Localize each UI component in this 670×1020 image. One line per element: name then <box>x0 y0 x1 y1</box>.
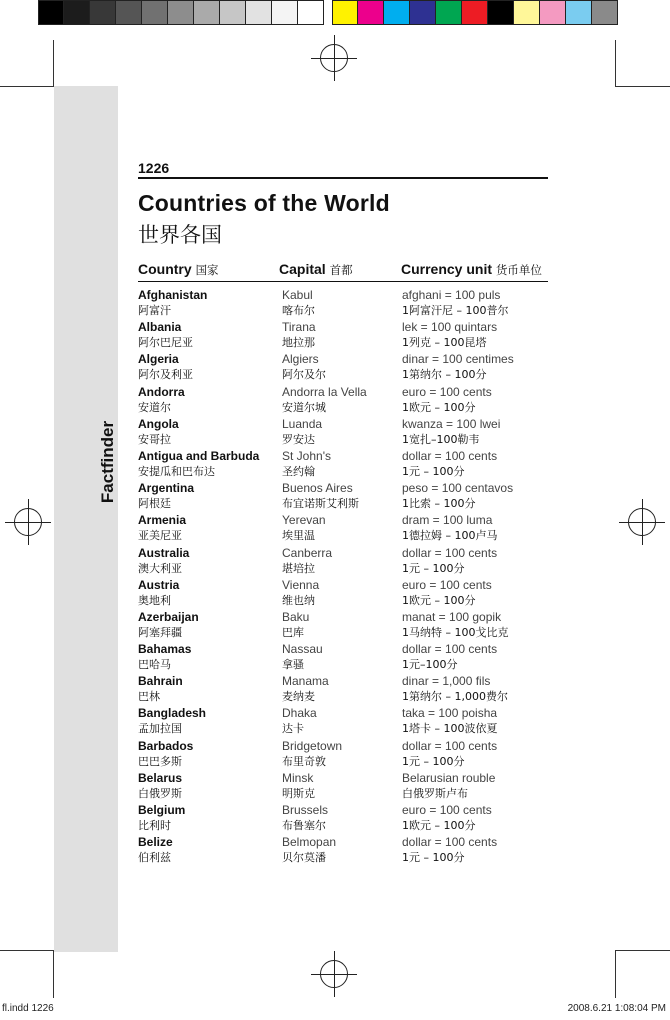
country-name-zh: 澳大利亚 <box>138 561 182 575</box>
country-name: Bahrain <box>138 674 183 689</box>
country-name: Australia <box>138 545 190 560</box>
currency-unit-zh: 1欧元 – 100分 <box>402 819 476 832</box>
table-row <box>138 705 558 737</box>
color-swatch <box>410 0 436 25</box>
page-subtitle: 世界各国 <box>138 223 222 247</box>
table-row <box>138 577 558 609</box>
capital-name-zh: 安道尔城 <box>282 400 326 414</box>
capital-name: Belmopan <box>282 835 337 850</box>
table-row <box>138 512 558 544</box>
country-name-zh: 白俄罗斯 <box>138 786 182 800</box>
table-row <box>138 545 558 577</box>
country-name-zh: 阿富汗 <box>138 304 171 317</box>
currency-unit-zh: 1宽扎–100勒韦 <box>402 432 480 446</box>
gray-swatch <box>298 0 324 25</box>
country-name-zh: 奥地利 <box>138 593 171 607</box>
capital-name: Tirana <box>282 320 316 335</box>
country-name-zh: 安提瓜和巴布达 <box>138 464 215 478</box>
table-row <box>138 609 558 641</box>
country-name: Argentina <box>138 481 195 496</box>
capital-name-zh: 阿尔及尔 <box>282 368 326 382</box>
slug-datetime: 2008.6.21 1:08:04 PM <box>567 1003 666 1014</box>
gray-swatch <box>90 0 116 25</box>
capital-name-zh: 埃里温 <box>282 529 315 543</box>
country-table <box>138 287 558 866</box>
capital-name: Brussels <box>282 803 329 817</box>
capital-name-zh: 达卡 <box>282 722 304 736</box>
country-name: Andorra <box>138 384 185 399</box>
currency-unit-zh: 白俄罗斯卢布 <box>402 786 468 800</box>
gray-swatch <box>38 0 64 25</box>
table-row <box>138 770 558 802</box>
currency-unit: euro = 100 cents <box>402 803 492 817</box>
currency-unit-zh: 1元 – 100分 <box>402 561 465 575</box>
country-name: Barbados <box>138 738 194 753</box>
currency-unit-zh: 1元 – 100分 <box>402 851 465 865</box>
color-swatch <box>592 0 618 25</box>
registration-mark-left <box>14 508 42 536</box>
capital-name-zh: 罗安达 <box>282 432 315 446</box>
gray-swatch <box>168 0 194 25</box>
currency-unit-zh: 1列克 – 100昆塔 <box>402 336 487 350</box>
capital-name-zh: 拿骚 <box>282 658 304 672</box>
country-name-zh: 阿根廷 <box>138 497 171 511</box>
currency-unit: lek = 100 quintars <box>402 320 498 335</box>
country-name-zh: 巴哈马 <box>138 658 171 672</box>
capital-name: St John's <box>282 448 331 463</box>
currency-unit: dinar = 1,000 fils <box>402 674 491 689</box>
color-swatch <box>540 0 566 25</box>
capital-name-zh: 布宜诺斯艾利斯 <box>282 497 359 511</box>
currency-unit-zh: 1比索 – 100分 <box>402 497 476 511</box>
currency-unit: kwanza = 100 lwei <box>402 416 501 431</box>
capital-name: Kabul <box>282 288 313 302</box>
capital-name: Andorra la Vella <box>282 384 367 399</box>
table-row <box>138 834 558 866</box>
capital-name-zh: 布里奇敦 <box>282 754 326 768</box>
country-name: Afghanistan <box>138 288 208 302</box>
column-header-currency: Currency unit 货币单位 <box>401 261 542 277</box>
table-row <box>138 319 558 351</box>
currency-unit: dram = 100 luma <box>402 513 493 528</box>
currency-unit: taka = 100 poisha <box>402 706 498 721</box>
gray-swatch <box>142 0 168 25</box>
country-name-zh: 巴巴多斯 <box>138 754 182 768</box>
column-header-country: Country 国家 <box>138 261 219 277</box>
currency-unit-zh: 1马纳特 – 100戈比克 <box>402 625 509 639</box>
country-name-zh: 安道尔 <box>138 400 171 414</box>
currency-unit-zh: 1欧元 – 100分 <box>402 400 476 414</box>
currency-unit-zh: 1塔卡 – 100波依夏 <box>402 722 498 736</box>
page-number: 1226 <box>138 160 170 176</box>
color-swatch <box>514 0 540 25</box>
capital-name-zh: 贝尔莫潘 <box>282 851 326 865</box>
capital-name-zh: 堪培拉 <box>282 561 315 575</box>
country-name: Bahamas <box>138 642 192 657</box>
currency-unit: dinar = 100 centimes <box>402 352 514 367</box>
registration-mark-bottom <box>320 960 348 988</box>
currency-unit: euro = 100 cents <box>402 384 492 399</box>
currency-unit-zh: 1欧元 – 100分 <box>402 593 476 607</box>
country-name-zh: 比利时 <box>138 819 171 832</box>
capital-name-zh: 圣约翰 <box>282 464 315 478</box>
currency-unit-zh: 1元 – 100分 <box>402 754 465 768</box>
country-name: Algeria <box>138 352 179 367</box>
section-label: Factfinder <box>98 420 117 504</box>
capital-name-zh: 维也纳 <box>282 593 315 607</box>
capital-name: Luanda <box>282 416 323 431</box>
country-name: Antigua and Barbuda <box>138 448 260 463</box>
gray-swatch <box>246 0 272 25</box>
gray-swatch <box>194 0 220 25</box>
top-rule <box>138 177 548 179</box>
country-name: Austria <box>138 577 180 592</box>
capital-name-zh: 布鲁塞尔 <box>282 819 326 832</box>
column-header-capital: Capital 首都 <box>279 261 353 277</box>
country-name: Armenia <box>138 513 187 528</box>
capital-name-zh: 巴库 <box>282 625 304 639</box>
currency-unit-zh: 1元 – 100分 <box>402 464 465 478</box>
table-row <box>138 480 558 512</box>
capital-name: Manama <box>282 674 329 689</box>
country-name-zh: 阿尔巴尼亚 <box>138 336 193 350</box>
country-name: Belgium <box>138 803 186 817</box>
country-name: Azerbaijan <box>138 609 199 624</box>
capital-name: Algiers <box>282 352 319 367</box>
table-row <box>138 802 558 834</box>
capital-name: Canberra <box>282 545 333 560</box>
currency-unit: dollar = 100 cents <box>402 448 498 463</box>
currency-unit: dollar = 100 cents <box>402 738 498 753</box>
capital-name-zh: 麦纳麦 <box>282 690 315 704</box>
color-swatch <box>488 0 514 25</box>
header-rule <box>138 281 548 282</box>
table-row <box>138 287 558 319</box>
color-swatch <box>358 0 384 25</box>
gray-swatch <box>220 0 246 25</box>
country-name: Belize <box>138 835 173 850</box>
table-row <box>138 384 558 416</box>
capital-name: Minsk <box>282 770 314 785</box>
capital-name: Buenos Aires <box>282 481 353 496</box>
country-name-zh: 安哥拉 <box>138 432 171 446</box>
capital-name: Vienna <box>282 577 320 592</box>
currency-unit: peso = 100 centavos <box>402 481 514 496</box>
table-row <box>138 416 558 448</box>
table-row <box>138 738 558 770</box>
currency-unit-zh: 1元–100分 <box>402 658 458 672</box>
currency-unit: dollar = 100 cents <box>402 835 498 850</box>
table-row <box>138 673 558 705</box>
country-name: Albania <box>138 320 182 335</box>
color-swatch <box>566 0 592 25</box>
color-swatch <box>436 0 462 25</box>
gray-swatch <box>64 0 90 25</box>
currency-unit: dollar = 100 cents <box>402 545 498 560</box>
country-name-zh: 亚美尼亚 <box>138 529 182 543</box>
grayscale-swatches <box>38 0 324 27</box>
color-swatches <box>332 0 618 27</box>
color-swatch <box>332 0 358 25</box>
country-name-zh: 阿尔及利亚 <box>138 368 193 382</box>
country-name-zh: 阿塞拜疆 <box>138 625 182 639</box>
capital-name-zh: 喀布尔 <box>282 304 315 317</box>
country-name: Belarus <box>138 770 183 785</box>
currency-unit-zh: 1阿富汗尼 – 100普尔 <box>402 304 509 317</box>
capital-name: Baku <box>282 609 310 624</box>
currency-unit: dollar = 100 cents <box>402 642 498 657</box>
country-name: Bangladesh <box>138 706 207 721</box>
currency-unit: afghani = 100 puls <box>402 288 501 302</box>
page-title: Countries of the World <box>138 190 390 216</box>
gray-swatch <box>272 0 298 25</box>
table-row <box>138 448 558 480</box>
capital-name-zh: 地拉那 <box>282 336 315 350</box>
currency-unit: euro = 100 cents <box>402 577 492 592</box>
capital-name: Dhaka <box>282 706 317 721</box>
color-swatch <box>462 0 488 25</box>
gray-swatch <box>116 0 142 25</box>
color-calibration-bar <box>38 0 618 27</box>
table-row <box>138 641 558 673</box>
country-name-zh: 孟加拉国 <box>138 722 182 736</box>
capital-name-zh: 明斯克 <box>282 786 315 800</box>
currency-unit-zh: 1第纳尔 – 100分 <box>402 368 487 382</box>
capital-name: Nassau <box>282 642 323 657</box>
slug-filename: fl.indd 1226 <box>2 1003 54 1014</box>
country-name-zh: 伯利兹 <box>138 851 171 865</box>
table-row <box>138 351 558 383</box>
currency-unit: manat = 100 gopik <box>402 609 502 624</box>
capital-name: Yerevan <box>282 513 326 528</box>
registration-mark-top <box>320 44 348 72</box>
currency-unit: Belarusian rouble <box>402 770 496 785</box>
color-swatch <box>384 0 410 25</box>
country-name-zh: 巴林 <box>138 690 160 704</box>
side-band <box>54 86 118 952</box>
currency-unit-zh: 1德拉姆 – 100卢马 <box>402 529 498 543</box>
capital-name: Bridgetown <box>282 738 343 753</box>
registration-mark-right <box>628 508 656 536</box>
currency-unit-zh: 1第纳尔 – 1,000费尔 <box>402 690 508 704</box>
country-name: Angola <box>138 416 179 431</box>
